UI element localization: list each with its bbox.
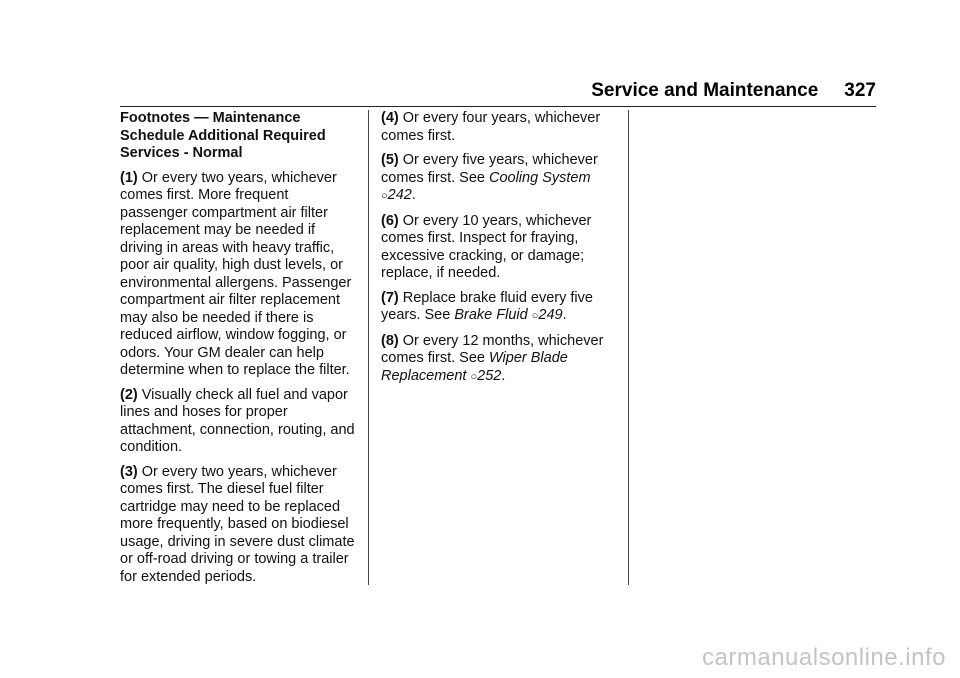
column-middle — [381, 110, 621, 393]
footnote-text: Visually check all fuel and vapor lines and hoses for proper attachment, connection, routing, and condition. — [120, 386, 355, 455]
page-reference-icon: ○ — [531, 310, 539, 322]
footnote-end: . — [501, 367, 506, 384]
footnote-8 — [381, 333, 621, 387]
footnotes-heading: Footnotes — Maintenance Schedule Additional Required Services - Normal — [120, 110, 326, 161]
footnote-text: Or every five years, whichever comes first. See — [381, 152, 598, 186]
footnote-number: (2) — [120, 386, 138, 403]
footnote-number: (7) — [381, 289, 399, 306]
footnote-5 — [381, 152, 621, 206]
column-divider — [368, 110, 369, 585]
footnote-4 — [381, 110, 621, 145]
footnote-end: . — [562, 307, 567, 323]
footnote-number: (5) — [381, 152, 399, 168]
footnote-1 — [120, 170, 360, 380]
page-reference-icon: ○ — [381, 190, 388, 202]
page-reference-icon: ○ — [470, 370, 478, 383]
footnote-2 — [120, 387, 360, 457]
cross-reference-link[interactable]: Brake Fluid — [454, 307, 528, 323]
footnote-number: (3) — [120, 463, 138, 480]
page-number: 327 — [844, 80, 876, 101]
footnote-text: Or every 12 months, whichever comes first. See — [381, 332, 604, 366]
cross-reference-link[interactable]: Wiper Blade Replacement — [381, 350, 568, 384]
page-header — [566, 80, 876, 106]
footnote-number: (4) — [381, 110, 399, 126]
footnote-6 — [381, 213, 621, 283]
footnote-3 — [120, 464, 360, 587]
footnote-7 — [381, 290, 621, 326]
column-left — [120, 110, 360, 593]
watermark: carmanualsonline.info — [702, 644, 946, 671]
section-title: Service and Maintenance — [591, 80, 819, 101]
footnote-text: Or every four years, whichever comes first. — [381, 110, 601, 144]
reference-page[interactable]: 249 — [538, 307, 563, 323]
footnote-number: (6) — [381, 212, 399, 229]
reference-page[interactable]: 242 — [387, 187, 412, 203]
reference-page[interactable]: 252 — [477, 367, 502, 384]
header-rule — [120, 106, 876, 107]
column-divider — [628, 110, 629, 585]
footnote-number: (8) — [381, 332, 399, 349]
footnote-number: (1) — [120, 169, 138, 186]
footnote-end: . — [411, 187, 416, 203]
footnote-text: Or every two years, whichever comes first. The diesel fuel filter cartridge may need to be replaced more frequently, based on biodiesel usage, driving in severe dust climate or off-road driving or towing a trailer for extended periods. — [120, 463, 355, 585]
cross-reference-link[interactable]: Cooling System — [488, 169, 591, 186]
footnote-text: Replace brake fluid every five years. See — [381, 289, 593, 323]
footnote-text: Or every 10 years, whichever comes first. Inspect for fraying, excessive cracking, or damage; replace, if needed. — [381, 212, 592, 281]
footnote-text: Or every two years, whichever comes first. More frequent passenger compartment air filter replacement may be needed if driving in areas with heavy traffic, poor air quality, high dust levels, or environmental allergens. Passenger compartment air filter replacement may also be needed if there is reduced airflow, window fogging, or odors. Your GM dealer can help determine when to replace the filter. — [120, 169, 352, 378]
